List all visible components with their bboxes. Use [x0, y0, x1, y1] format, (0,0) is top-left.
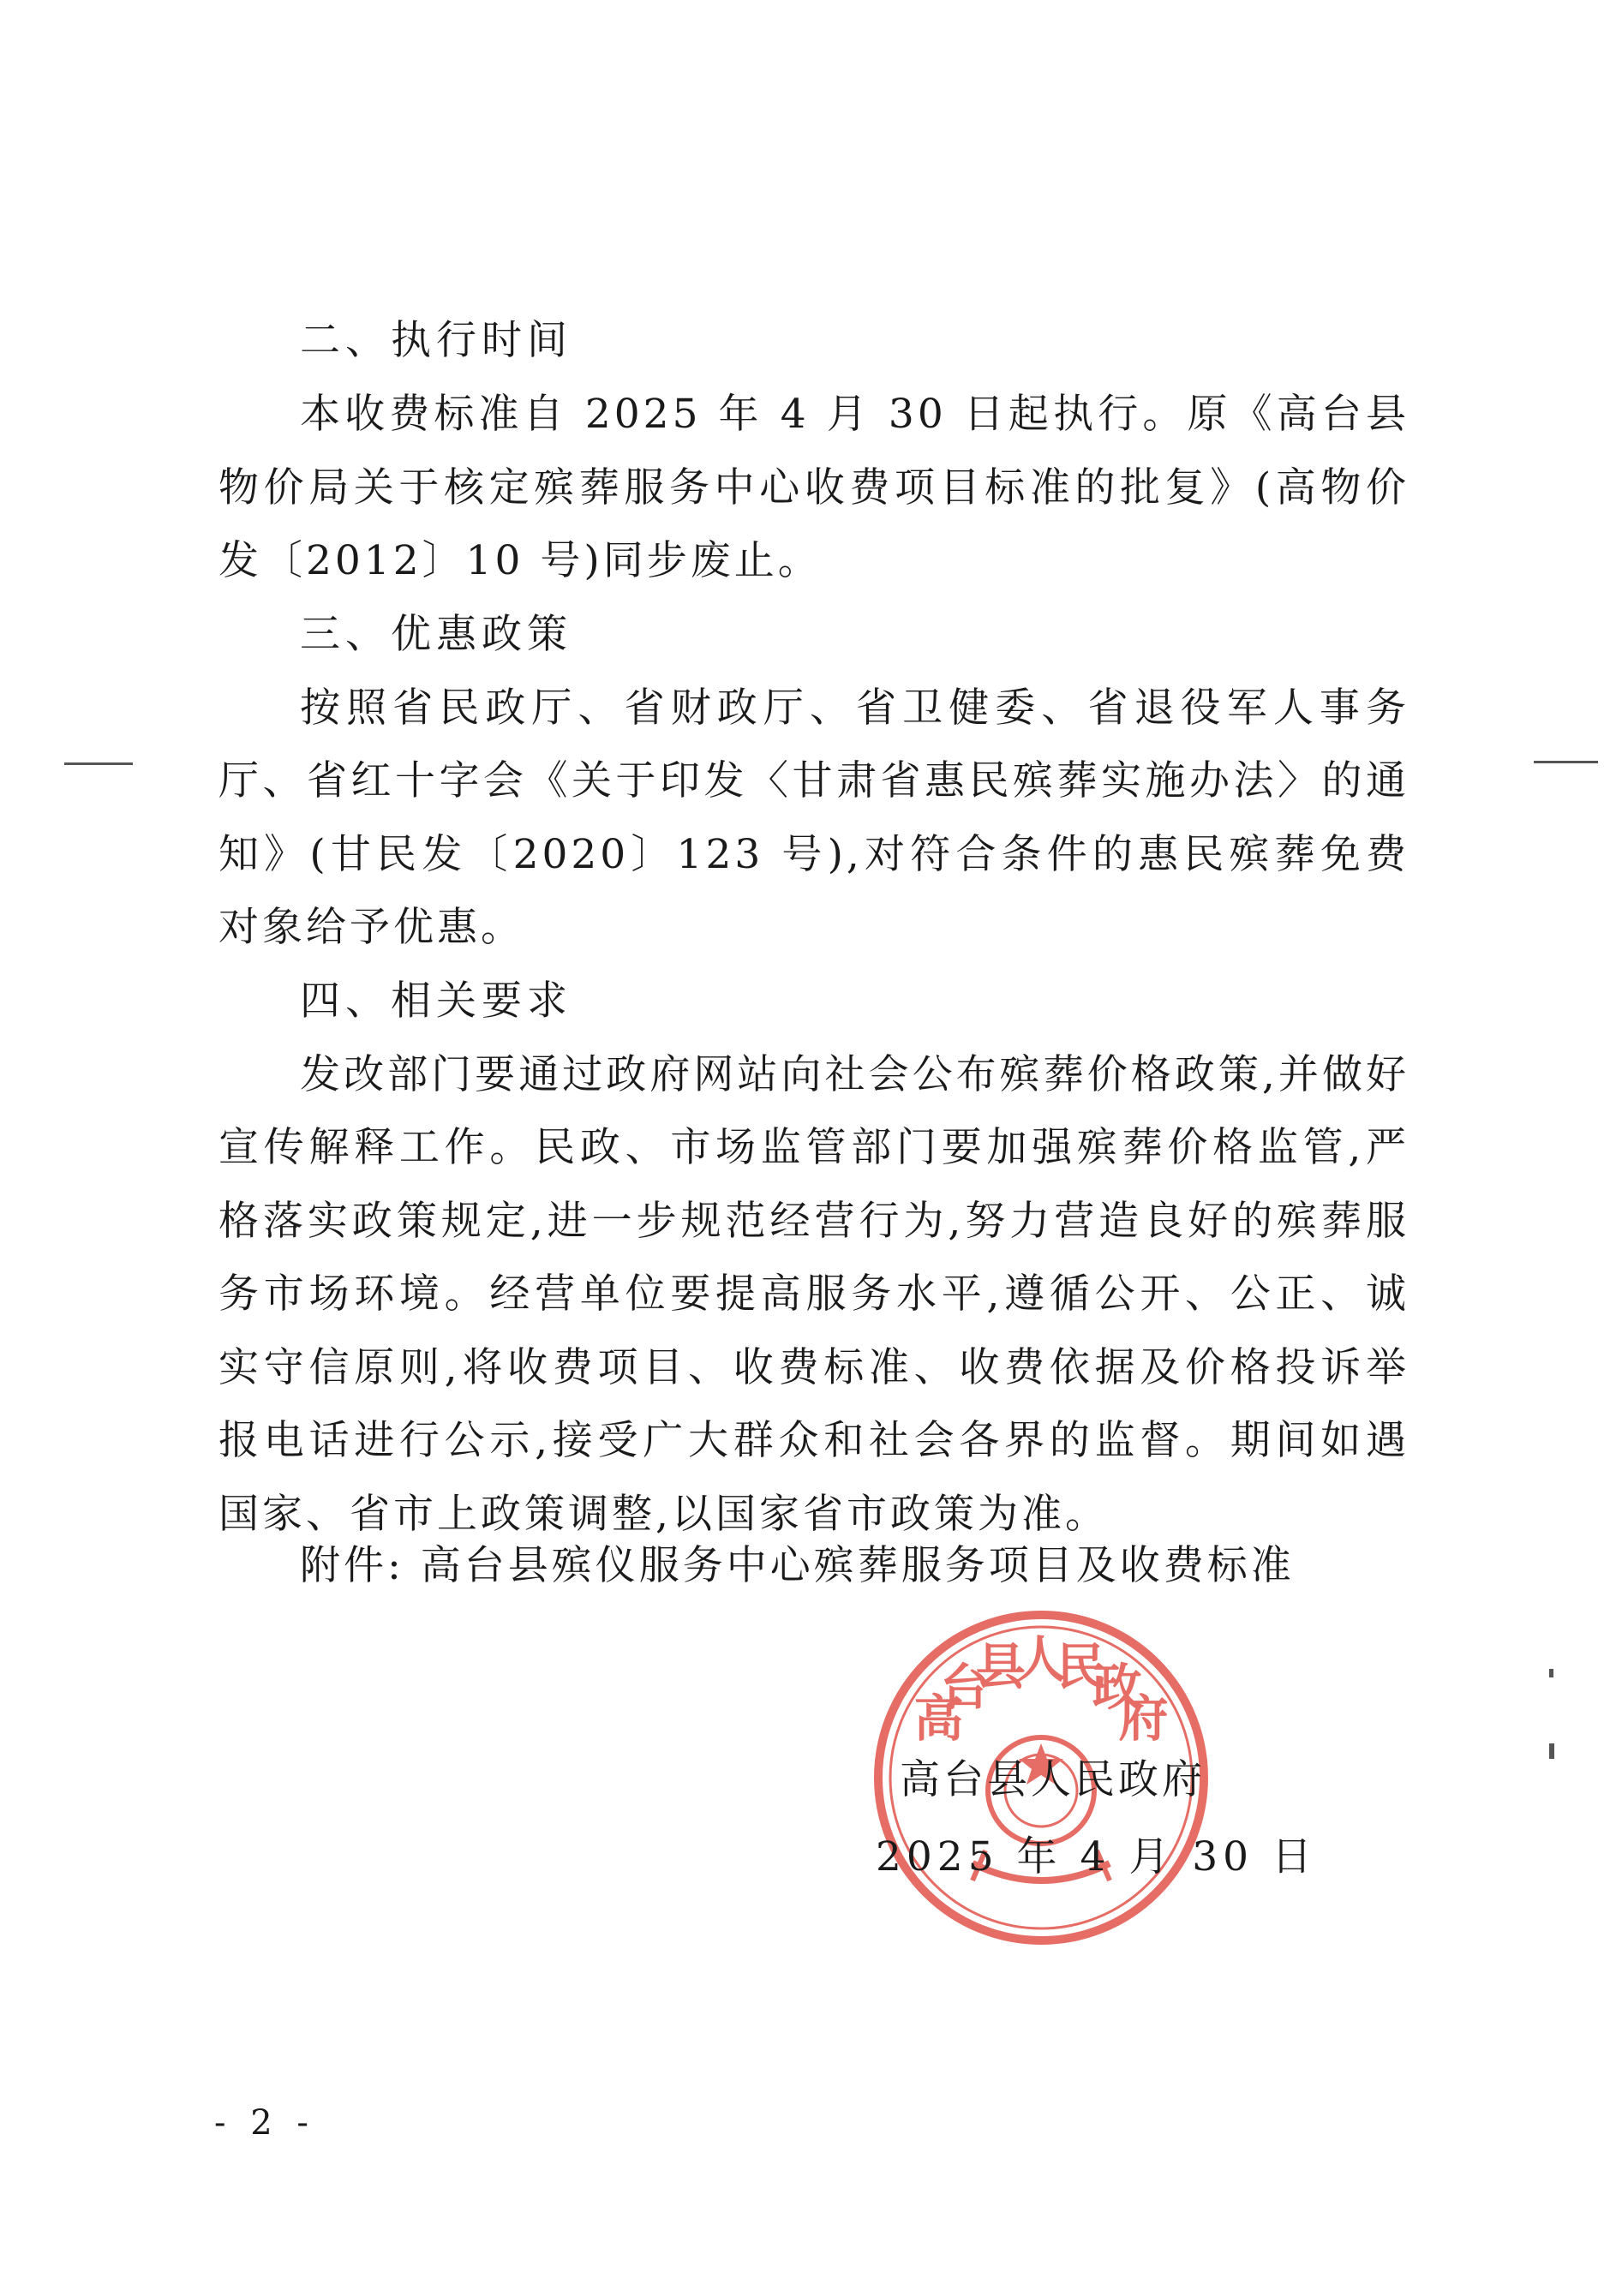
seal-char: 高	[913, 1689, 964, 1748]
section-heading: 三、优惠政策	[300, 610, 572, 658]
document-body	[218, 304, 1410, 1551]
scan-mark	[64, 762, 133, 765]
section-heading: 二、执行时间	[300, 317, 572, 364]
seal-char: 人	[1015, 1630, 1067, 1689]
seal-char: 民	[1056, 1637, 1107, 1696]
seal-char: 台	[940, 1658, 991, 1717]
scan-mark	[1534, 761, 1598, 763]
section-paragraph: 按照省民政厅、省财政厅、省卫健委、省退役军人事务厅、省红十字会《关于印发〈甘肃省惠民殡葬实施办法〉的通知》(甘民发〔2020〕123 号),对符合条件的惠民殡葬免费对象给予优惠。	[218, 684, 1410, 951]
page-number: - 2 -	[214, 2103, 315, 2143]
scan-mark	[1549, 1669, 1553, 1677]
seal-char: 府	[1118, 1689, 1169, 1748]
seal-char: 政	[1092, 1658, 1142, 1717]
attachment-line: 附件: 高台县殡仪服务中心殡葬服务项目及收费标准	[300, 1542, 1295, 1589]
svg-text:高台县人民政府	[913, 1630, 1168, 1748]
seal-char: 县	[975, 1637, 1026, 1696]
section-paragraph: 本收费标准自 2025 年 4 月 30 日起执行。原《高台县物价局关于核定殡葬服务中心收费项目标准的批复》(高物价发〔2012〕10 号)同步废止。	[218, 391, 1410, 584]
section-paragraph: 发改部门要通过政府网站向社会公布殡葬价格政策,并做好宣传解释工作。民政、市场监管部门要加强殡葬价格监管,严格落实政策规定,进一步规范经营行为,努力营造良好的殡葬服务市场环境。经营单位要提高服务水平,遵循公开、公正、诚实守信原则,将收费项目、收费标准、收费依据及价格投诉举报电话进行公示,接受广大群众和社会各界的监督。期间如遇国家、省市上政策调整,以国家省市政策为准。	[218, 1050, 1410, 1538]
signature-org: 高台县人民政府	[900, 1756, 1206, 1803]
signature-date: 2025 年 4 月 30 日	[876, 1833, 1318, 1880]
section-heading: 四、相关要求	[300, 977, 572, 1025]
scan-mark	[1549, 1743, 1554, 1759]
